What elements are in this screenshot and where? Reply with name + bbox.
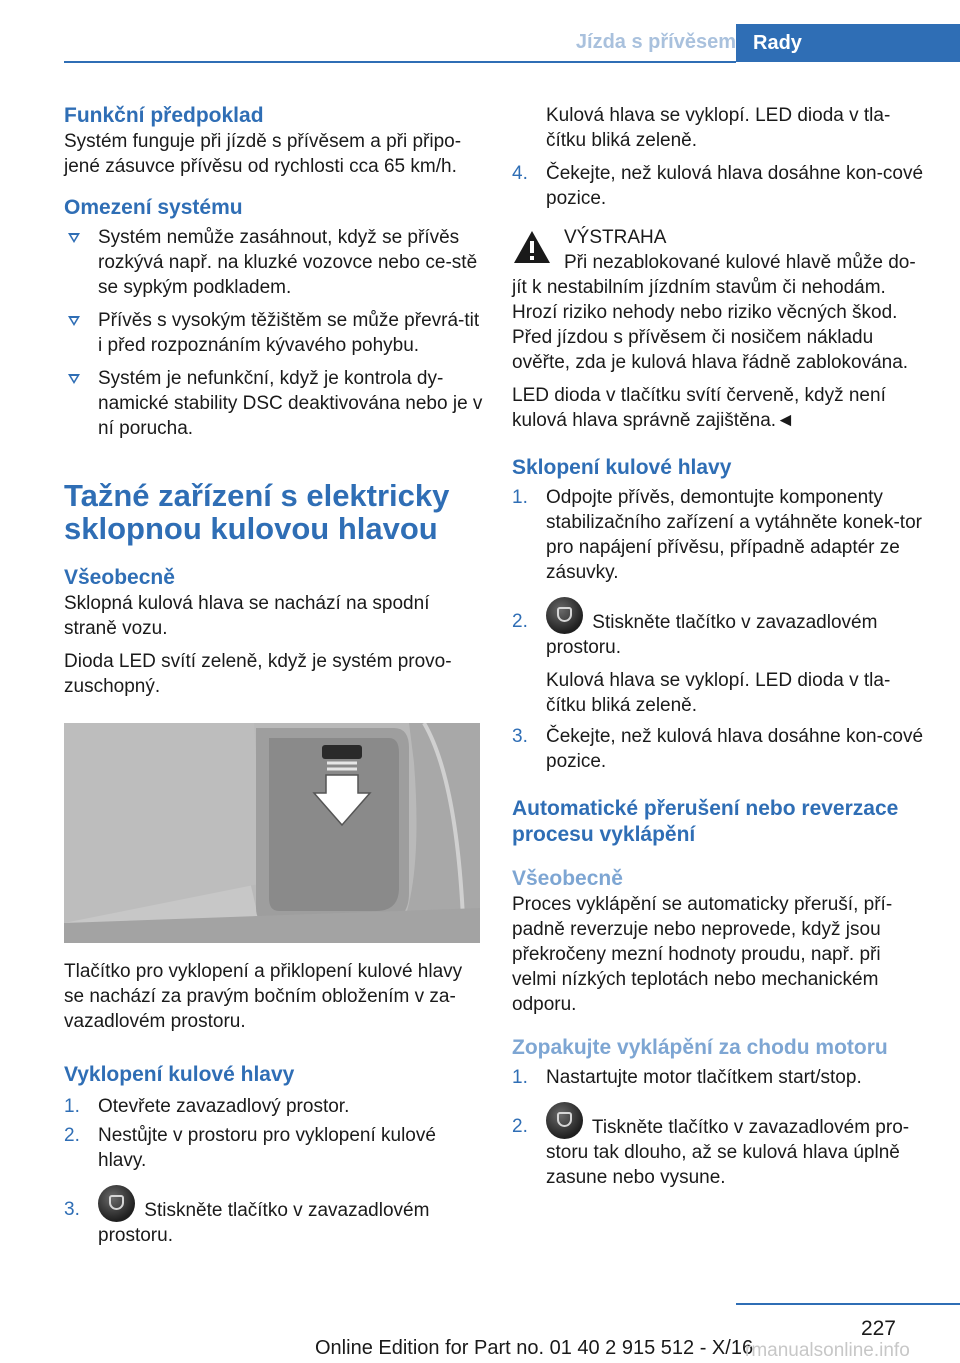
triangle-bullet-icon	[68, 316, 80, 326]
heading-zopakujte: Zopakujte vyklápění za chodu motoru	[512, 1036, 888, 1059]
watermark: rmanualsonline.info	[745, 1340, 910, 1361]
page-number: 227	[860, 1317, 896, 1340]
triangle-bullet-icon	[68, 374, 80, 384]
list-item: 4. Čekejte, než kulová hlava dosáhne kon‐cové pozice.	[512, 163, 924, 209]
trailer-hitch-button-icon	[546, 1102, 583, 1139]
list-item: 3. Stiskněte tlačítko v zavazadlovém prostoru.	[64, 1185, 484, 1248]
left-column	[64, 103, 484, 1248]
list-item: 1. Otevřete zavazadlový prostor.	[64, 1096, 350, 1117]
list-item: Přívěs s vysokým těžištěm se může převrá‐tit i před rozpoznáním kývavého pohybu.	[64, 308, 484, 358]
trunk-photo	[64, 723, 480, 943]
list-item: 2. Stiskněte tlačítko v zavazadlovém prostoru. Kulová hlava se vyklopí. LED dioda v tla‐čítku bliká zeleně.	[512, 597, 928, 718]
vyklopeni-steps	[64, 1094, 484, 1248]
warning-text: Při nezablokované kulové hlavě může do‐jít k nestabilním jízdním stavům či nehodám. Hrozí riziko nehody nebo riziko věcných škod. Před jízdou s přívěsem či nosičem nákladu ověřte, zda je kulová hlava řádně zablokována.	[512, 252, 916, 373]
page-header	[0, 0, 960, 62]
omezeni-list	[64, 225, 484, 441]
header-chapter-tab: Rady	[736, 24, 960, 62]
footer-rule	[736, 1303, 960, 1305]
sklopeni-steps	[512, 485, 928, 774]
list-item: 1. Odpojte přívěs, demontujte komponenty stabilizačního zařízení a vytáhněte konek‐tor pro napájení přívěsu, případně adaptér ze zásuvky.	[512, 487, 922, 583]
list-item: Systém je nefunkční, když je kontrola dy‐namické stability DSC deaktivována nebo je v ní porucha.	[64, 366, 484, 441]
list-item: 1. Nastartujte motor tlačítkem start/stop.	[512, 1067, 862, 1088]
heading-omezeni-systemu: Omezení systému	[64, 196, 243, 219]
heading-sklopeni: Sklopení kulové hlavy	[512, 456, 732, 479]
paragraph-led-red: LED dioda v tlačítku svítí červeně, když není kulová hlava správně zajištěna.◄	[512, 385, 886, 431]
continued-steps	[512, 161, 928, 211]
header-section-title: Jízda s přívěsem	[575, 31, 736, 53]
warning-triangle-icon	[512, 229, 552, 265]
footer-edition: Online Edition for Part no. 01 40 2 915 512 - X/16	[315, 1337, 754, 1359]
list-item: 2. Nestůjte v prostoru pro vyklopení kulové hlavy.	[64, 1125, 436, 1171]
paragraph-continued: Kulová hlava se vyklopí. LED dioda v tla‐čítku bliká zeleně.	[546, 105, 891, 151]
trailer-hitch-button-icon	[546, 597, 583, 634]
warning-box	[512, 225, 928, 250]
list-item: 3. Čekejte, než kulová hlava dosáhne kon‐cové pozice.	[512, 726, 924, 772]
paragraph-funkcni: Systém funguje při jízdě s přívěsem a při připo‐jené zásuvce přívěsu od rychlosti cca 65 km/h.	[64, 131, 462, 177]
paragraph-vseobecne-2: Dioda LED svítí zeleně, když je systém provo‐zuschopný.	[64, 651, 452, 697]
list-item: 2. Tiskněte tlačítko v zavazadlovém pro‐storu tak dlouho, až se kulová hlava úplně zasune nebo vysune.	[512, 1102, 928, 1190]
trailer-hitch-button-icon	[98, 1185, 135, 1222]
section-title: Tažné zařízení s elektricky sklopnou kulovou hlavou	[64, 478, 450, 546]
heading-funkcni-predpoklad: Funkční předpoklad	[64, 104, 264, 127]
paragraph-vseobecne-1: Sklopná kulová hlava se nachází na spodní straně vozu.	[64, 593, 430, 639]
right-column	[512, 103, 928, 1190]
heading-automaticke: Automatické přerušení nebo reverzace procesu vyklápění	[512, 797, 899, 846]
warning-title: VÝSTRAHA	[564, 227, 667, 248]
list-item: Systém nemůže zasáhnout, když se přívěs rozkývá např. na kluzké vozovce nebo ce‐stě se sypkým podkladem.	[64, 225, 484, 300]
heading-vyklopeni: Vyklopení kulové hlavy	[64, 1063, 295, 1086]
heading-vseobecne: Všeobecně	[64, 566, 175, 589]
heading-vseobecne-2: Všeobecně	[512, 867, 623, 890]
triangle-bullet-icon	[68, 233, 80, 243]
header-rule	[64, 61, 736, 63]
paragraph-auto: Proces vyklápění se automaticky přeruší, pří‐padně reverzuje nebo neprovede, když jsou překročeny mezní hodnoty proudu, např. při velmi nízkých teplotách nebo mechanickém odporu.	[512, 894, 893, 1015]
photo-caption: Tlačítko pro vyklopení a přiklopení kulové hlavy se nachází za pravým bočním obložením v za‐vazadlovém prostoru.	[64, 961, 463, 1032]
zopakujte-steps	[512, 1065, 928, 1190]
